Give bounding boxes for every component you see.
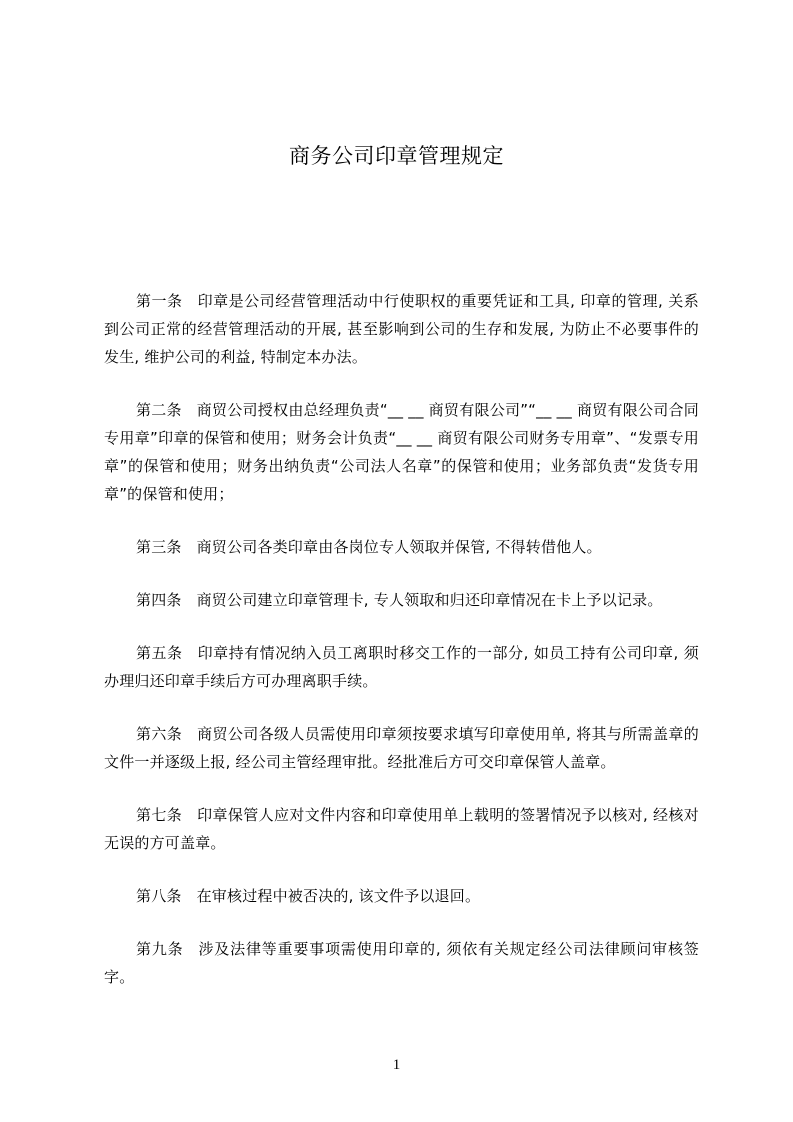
article-number: 第七条 (136, 806, 183, 824)
article-number: 第五条 (136, 644, 183, 662)
article-6 (104, 720, 699, 776)
document-body (104, 287, 699, 1016)
article-7 (104, 801, 699, 857)
article-number: 第一条 (136, 292, 183, 310)
article-4 (104, 586, 699, 614)
article-text: 在审核过程中被否决的, 该文件予以退回。 (196, 887, 481, 905)
article-text: 商贸公司授权由总经理负责“__ __ 商贸有限公司”“__ __ 商贸有限公司合同专用章”印章的保管和使用；财务会计负责“__ __ 商贸有限公司财务专用章”、“发票专用章”的保管和使用；财务出纳负责“公司法人名章”的保管和使用；业务部负责“发货专用章”的保管和使用； (104, 401, 699, 503)
article-text: 商贸公司建立印章管理卡, 专人领取和归还印章情况在卡上予以记录。 (196, 591, 663, 609)
article-number: 第六条 (136, 725, 183, 743)
article-number: 第八条 (136, 887, 182, 905)
article-text: 商贸公司各类印章由各岗位专人领取并保管, 不得转借他人。 (196, 538, 602, 556)
article-1 (104, 287, 699, 371)
article-number: 第三条 (136, 538, 182, 556)
page-number: 1 (392, 1057, 401, 1073)
article-3 (104, 533, 699, 561)
article-text: 商贸公司各级人员需使用印章须按要求填写印章使用单, 将其与所需盖章的文件一并逐级上报, 经公司主管经理审批。经批准后方可交印章保管人盖章。 (104, 725, 699, 771)
article-8 (104, 882, 699, 910)
article-text: 涉及法律等重要事项需使用印章的, 须依有关规定经公司法律顾问审核签字。 (104, 940, 699, 986)
article-number: 第四条 (136, 591, 182, 609)
document-title: 商务公司印章管理规定 (289, 144, 504, 168)
article-number: 第二条 (136, 401, 182, 419)
article-text: 印章持有情况纳入员工离职时移交工作的一部分, 如员工持有公司印章, 须办理归还印章手续后方可办理离职手续。 (104, 644, 699, 690)
article-text: 印章保管人应对文件内容和印章使用单上载明的签署情况予以核对, 经核对无误的方可盖章。 (104, 806, 699, 852)
article-text: 印章是公司经营管理活动中行使职权的重要凭证和工具, 印章的管理, 关系到公司正常的经营管理活动的开展, 甚至影响到公司的生存和发展, 为防止不必要事件的发生, 维护公司的利益, 特制定本办法。 (104, 292, 699, 366)
article-5 (104, 639, 699, 695)
article-2 (104, 396, 699, 508)
article-9 (104, 935, 699, 991)
article-number: 第九条 (136, 940, 184, 958)
